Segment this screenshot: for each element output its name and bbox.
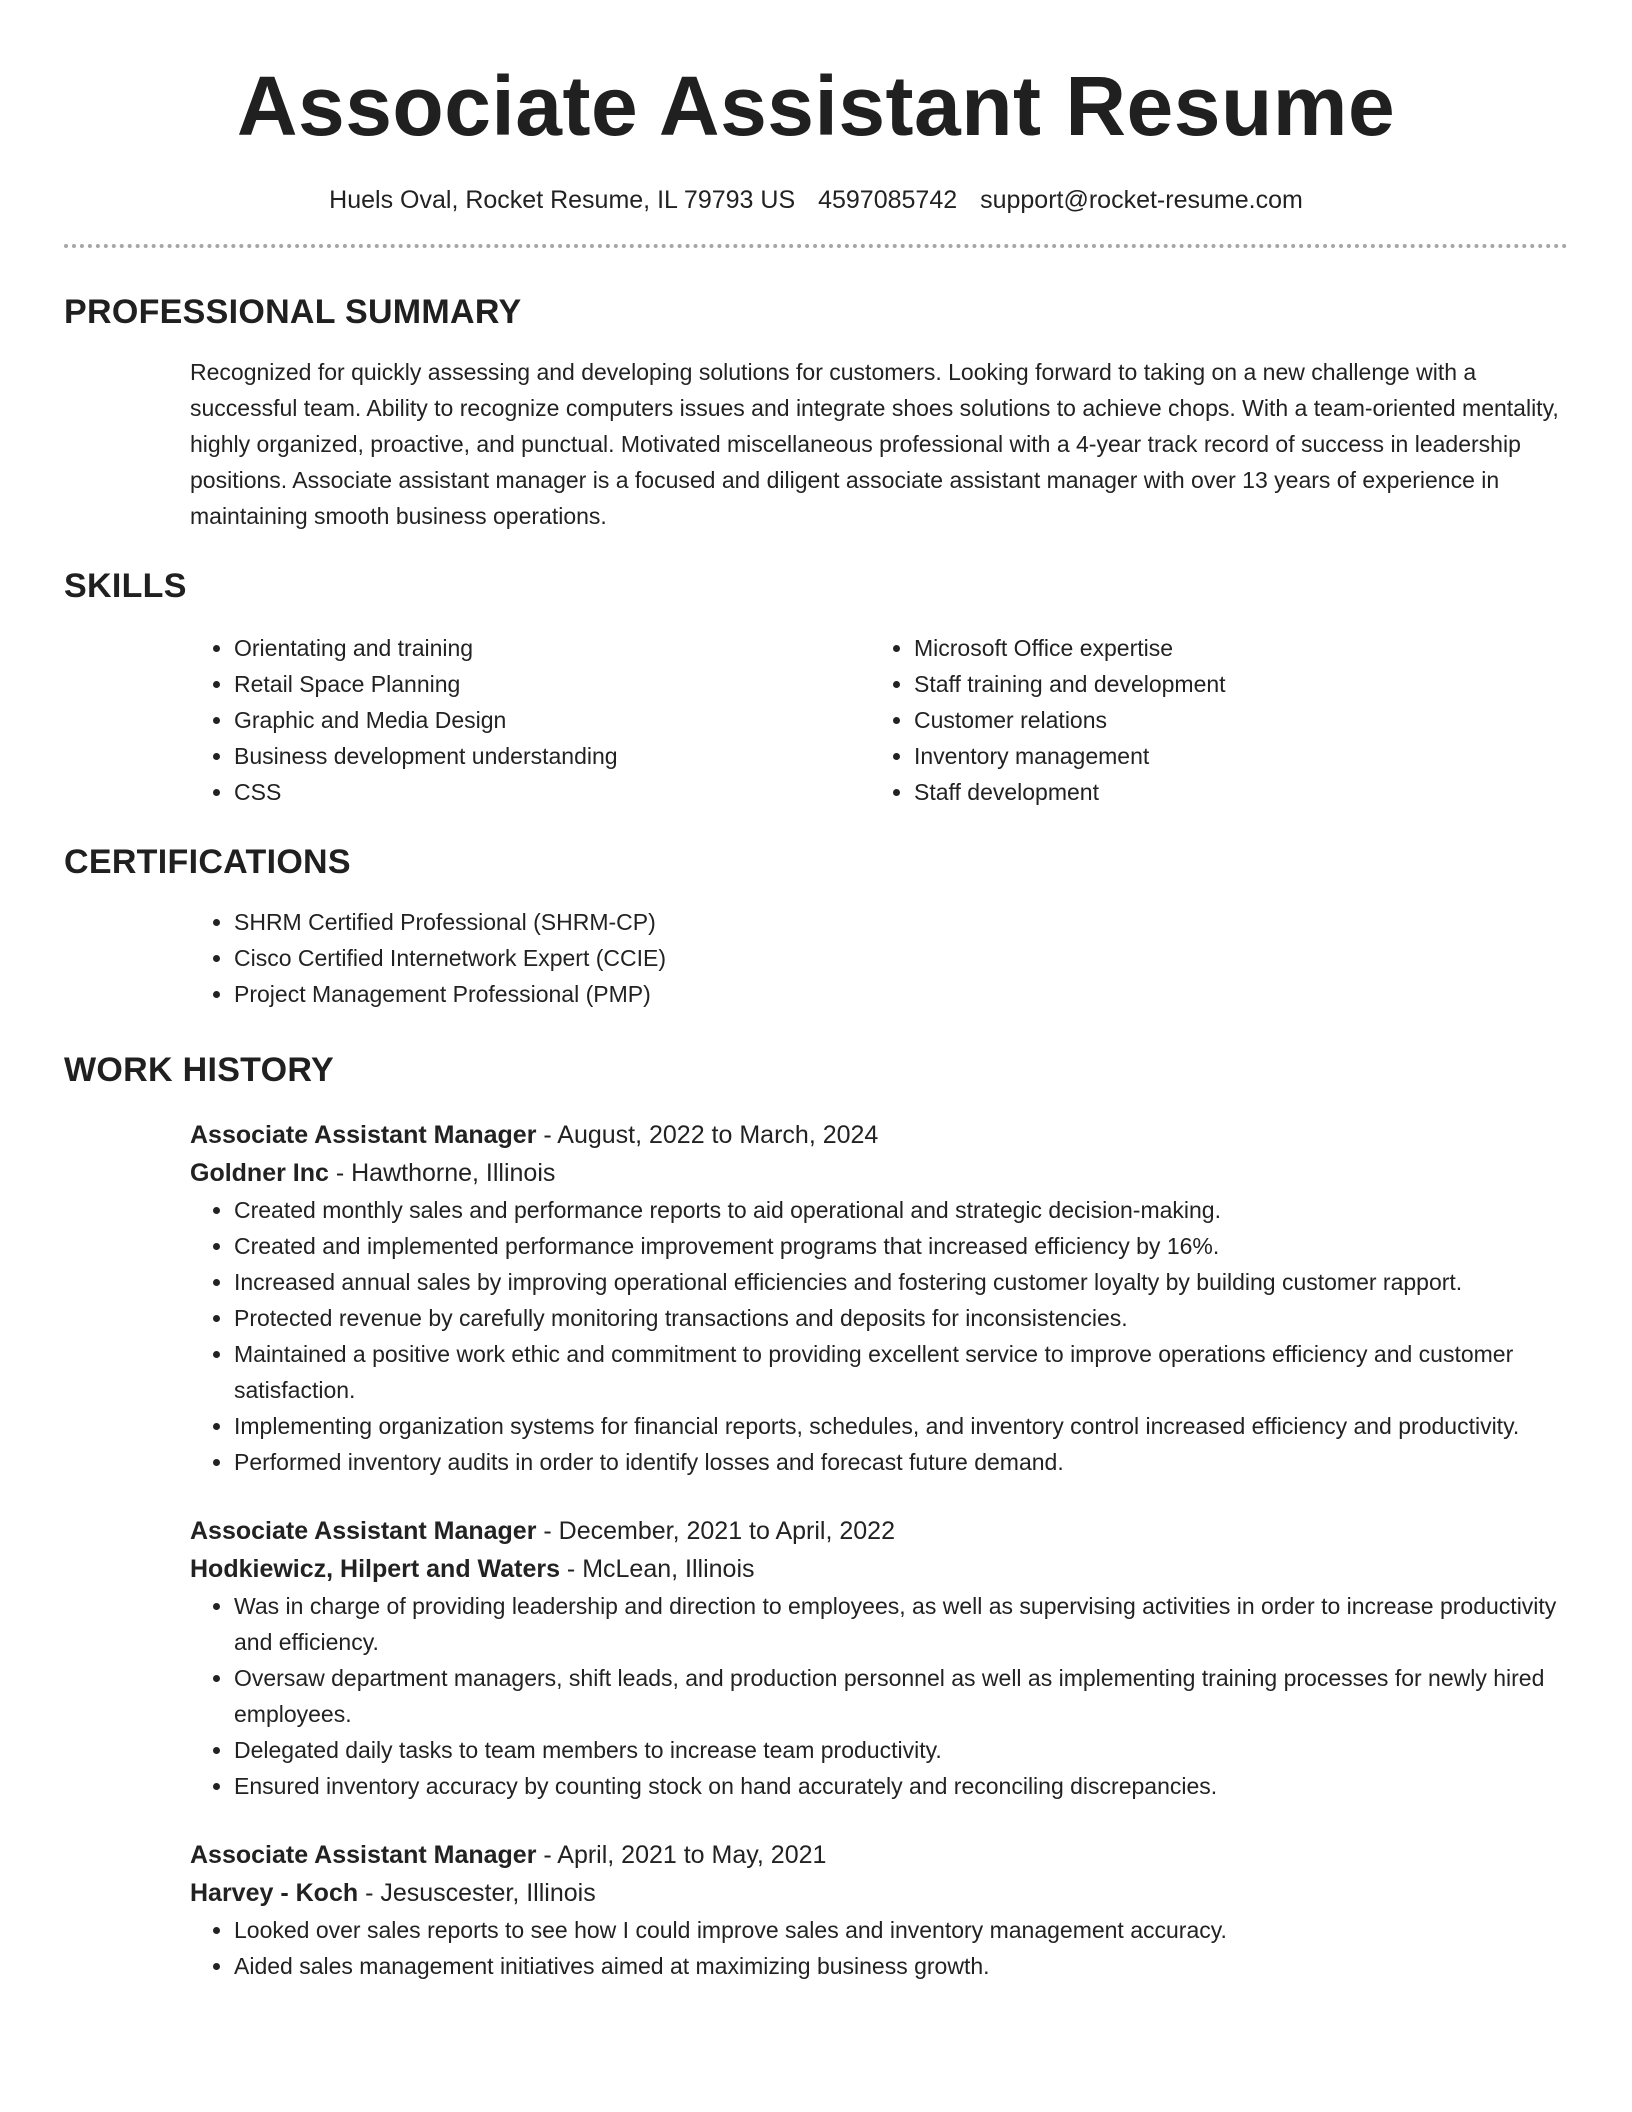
- job-entry: [190, 1116, 1568, 1480]
- skills-column-left: [190, 630, 870, 810]
- skill-item: • Orientating and training: [234, 630, 870, 666]
- job-bullet: • Increased annual sales by improving operational efficiencies and fostering customer loyalty by building customer rapport.: [234, 1264, 1568, 1300]
- job-bullet: • Created monthly sales and performance reports to aid operational and strategic decision-making.: [234, 1192, 1568, 1228]
- section-title-skills: SKILLS: [64, 567, 187, 605]
- job-role: Associate Assistant Manager: [190, 1841, 537, 1869]
- job-bullets: [190, 1912, 1568, 1984]
- certification-item: • Project Management Professional (PMP): [234, 976, 1568, 1012]
- job-location: - Hawthorne, Illinois: [328, 1159, 556, 1187]
- job-bullets: [190, 1588, 1568, 1804]
- contact-address: Huels Oval, Rocket Resume, IL 79793 US: [329, 186, 796, 214]
- certifications-list: [190, 904, 1568, 1012]
- job-entry: [190, 1512, 1568, 1804]
- skills-column-right: [870, 630, 1550, 810]
- skill-item: • Business development understanding: [234, 738, 870, 774]
- skill-item: • CSS: [234, 774, 870, 810]
- section-title-summary: PROFESSIONAL SUMMARY: [64, 293, 522, 331]
- job-company-line: [190, 1550, 1568, 1588]
- section-title-work-history: WORK HISTORY: [64, 1051, 334, 1089]
- summary-text: Recognized for quickly assessing and developing solutions for customers. Looking forward to taking on a new challenge with a successful team. Ability to recognize computers issues and integrate shoes solutions to achieve chops. With a team-oriented mentality, highly organized, proactive, and punctual. Motivated miscellaneous professional with a 4-year track record of success in leadership positions. Associate assistant manager is a focused and diligent associate assistant manager with over 13 years of experience in maintaining smooth business operations.: [190, 359, 1559, 529]
- skills-grid: [190, 630, 1568, 810]
- job-bullet: • Created and implemented performance improvement programs that increased efficiency by 16%.: [234, 1228, 1568, 1264]
- job-role: Associate Assistant Manager: [190, 1517, 537, 1545]
- skill-item: • Staff training and development: [914, 666, 1550, 702]
- skill-item: • Staff development: [914, 774, 1550, 810]
- job-company: Hodkiewicz, Hilpert and Waters: [190, 1555, 560, 1583]
- job-bullets: [190, 1192, 1568, 1480]
- job-role-line: [190, 1116, 1568, 1154]
- job-location: - Jesuscester, Illinois: [358, 1879, 596, 1907]
- job-dates: - August, 2022 to March, 2024: [536, 1121, 879, 1149]
- job-bullet: • Delegated daily tasks to team members to increase team productivity.: [234, 1732, 1568, 1768]
- header-divider: [64, 244, 1568, 248]
- job-bullet: • Performed inventory audits in order to identify losses and forecast future demand.: [234, 1444, 1568, 1480]
- resume-page: [64, 0, 1568, 1984]
- resume-title: Associate Assistant Resume: [236, 59, 1396, 153]
- job-bullet: • Maintained a positive work ethic and commitment to providing excellent service to improve operations efficiency and customer satisfaction.: [234, 1336, 1568, 1408]
- job-company-line: [190, 1874, 1568, 1912]
- skill-item: • Inventory management: [914, 738, 1550, 774]
- skill-item: • Retail Space Planning: [234, 666, 870, 702]
- job-bullet: • Implementing organization systems for financial reports, schedules, and inventory control increased efficiency and productivity.: [234, 1408, 1568, 1444]
- certification-item: • Cisco Certified Internetwork Expert (CCIE): [234, 940, 1568, 976]
- job-dates: - April, 2021 to May, 2021: [536, 1841, 827, 1869]
- job-bullet: • Looked over sales reports to see how I could improve sales and inventory management accuracy.: [234, 1912, 1568, 1948]
- skill-item: • Graphic and Media Design: [234, 702, 870, 738]
- contact-phone: 4597085742: [818, 186, 958, 214]
- job-dates: - December, 2021 to April, 2022: [536, 1517, 895, 1545]
- job-bullet: • Protected revenue by carefully monitoring transactions and deposits for inconsistencies.: [234, 1300, 1568, 1336]
- job-bullet: • Was in charge of providing leadership and direction to employees, as well as supervising activities in order to increase productivity and efficiency.: [234, 1588, 1568, 1660]
- job-company: Goldner Inc: [190, 1159, 329, 1187]
- job-company-line: [190, 1154, 1568, 1192]
- skill-item: • Customer relations: [914, 702, 1550, 738]
- job-role-line: [190, 1512, 1568, 1550]
- job-location: - McLean, Illinois: [559, 1555, 755, 1583]
- job-bullet: • Oversaw department managers, shift leads, and production personnel as well as implementing training processes for newly hired employees.: [234, 1660, 1568, 1732]
- certification-item: • SHRM Certified Professional (SHRM-CP): [234, 904, 1568, 940]
- section-title-certifications: CERTIFICATIONS: [64, 843, 351, 881]
- job-bullet: • Ensured inventory accuracy by counting stock on hand accurately and reconciling discrepancies.: [234, 1768, 1568, 1804]
- contact-line: [64, 184, 1568, 216]
- job-bullet: • Aided sales management initiatives aimed at maximizing business growth.: [234, 1948, 1568, 1984]
- contact-email: support@rocket-resume.com: [980, 186, 1303, 214]
- job-entry: [190, 1836, 1568, 1984]
- job-role: Associate Assistant Manager: [190, 1121, 537, 1149]
- job-role-line: [190, 1836, 1568, 1874]
- job-company: Harvey - Koch: [190, 1879, 359, 1907]
- skill-item: • Microsoft Office expertise: [914, 630, 1550, 666]
